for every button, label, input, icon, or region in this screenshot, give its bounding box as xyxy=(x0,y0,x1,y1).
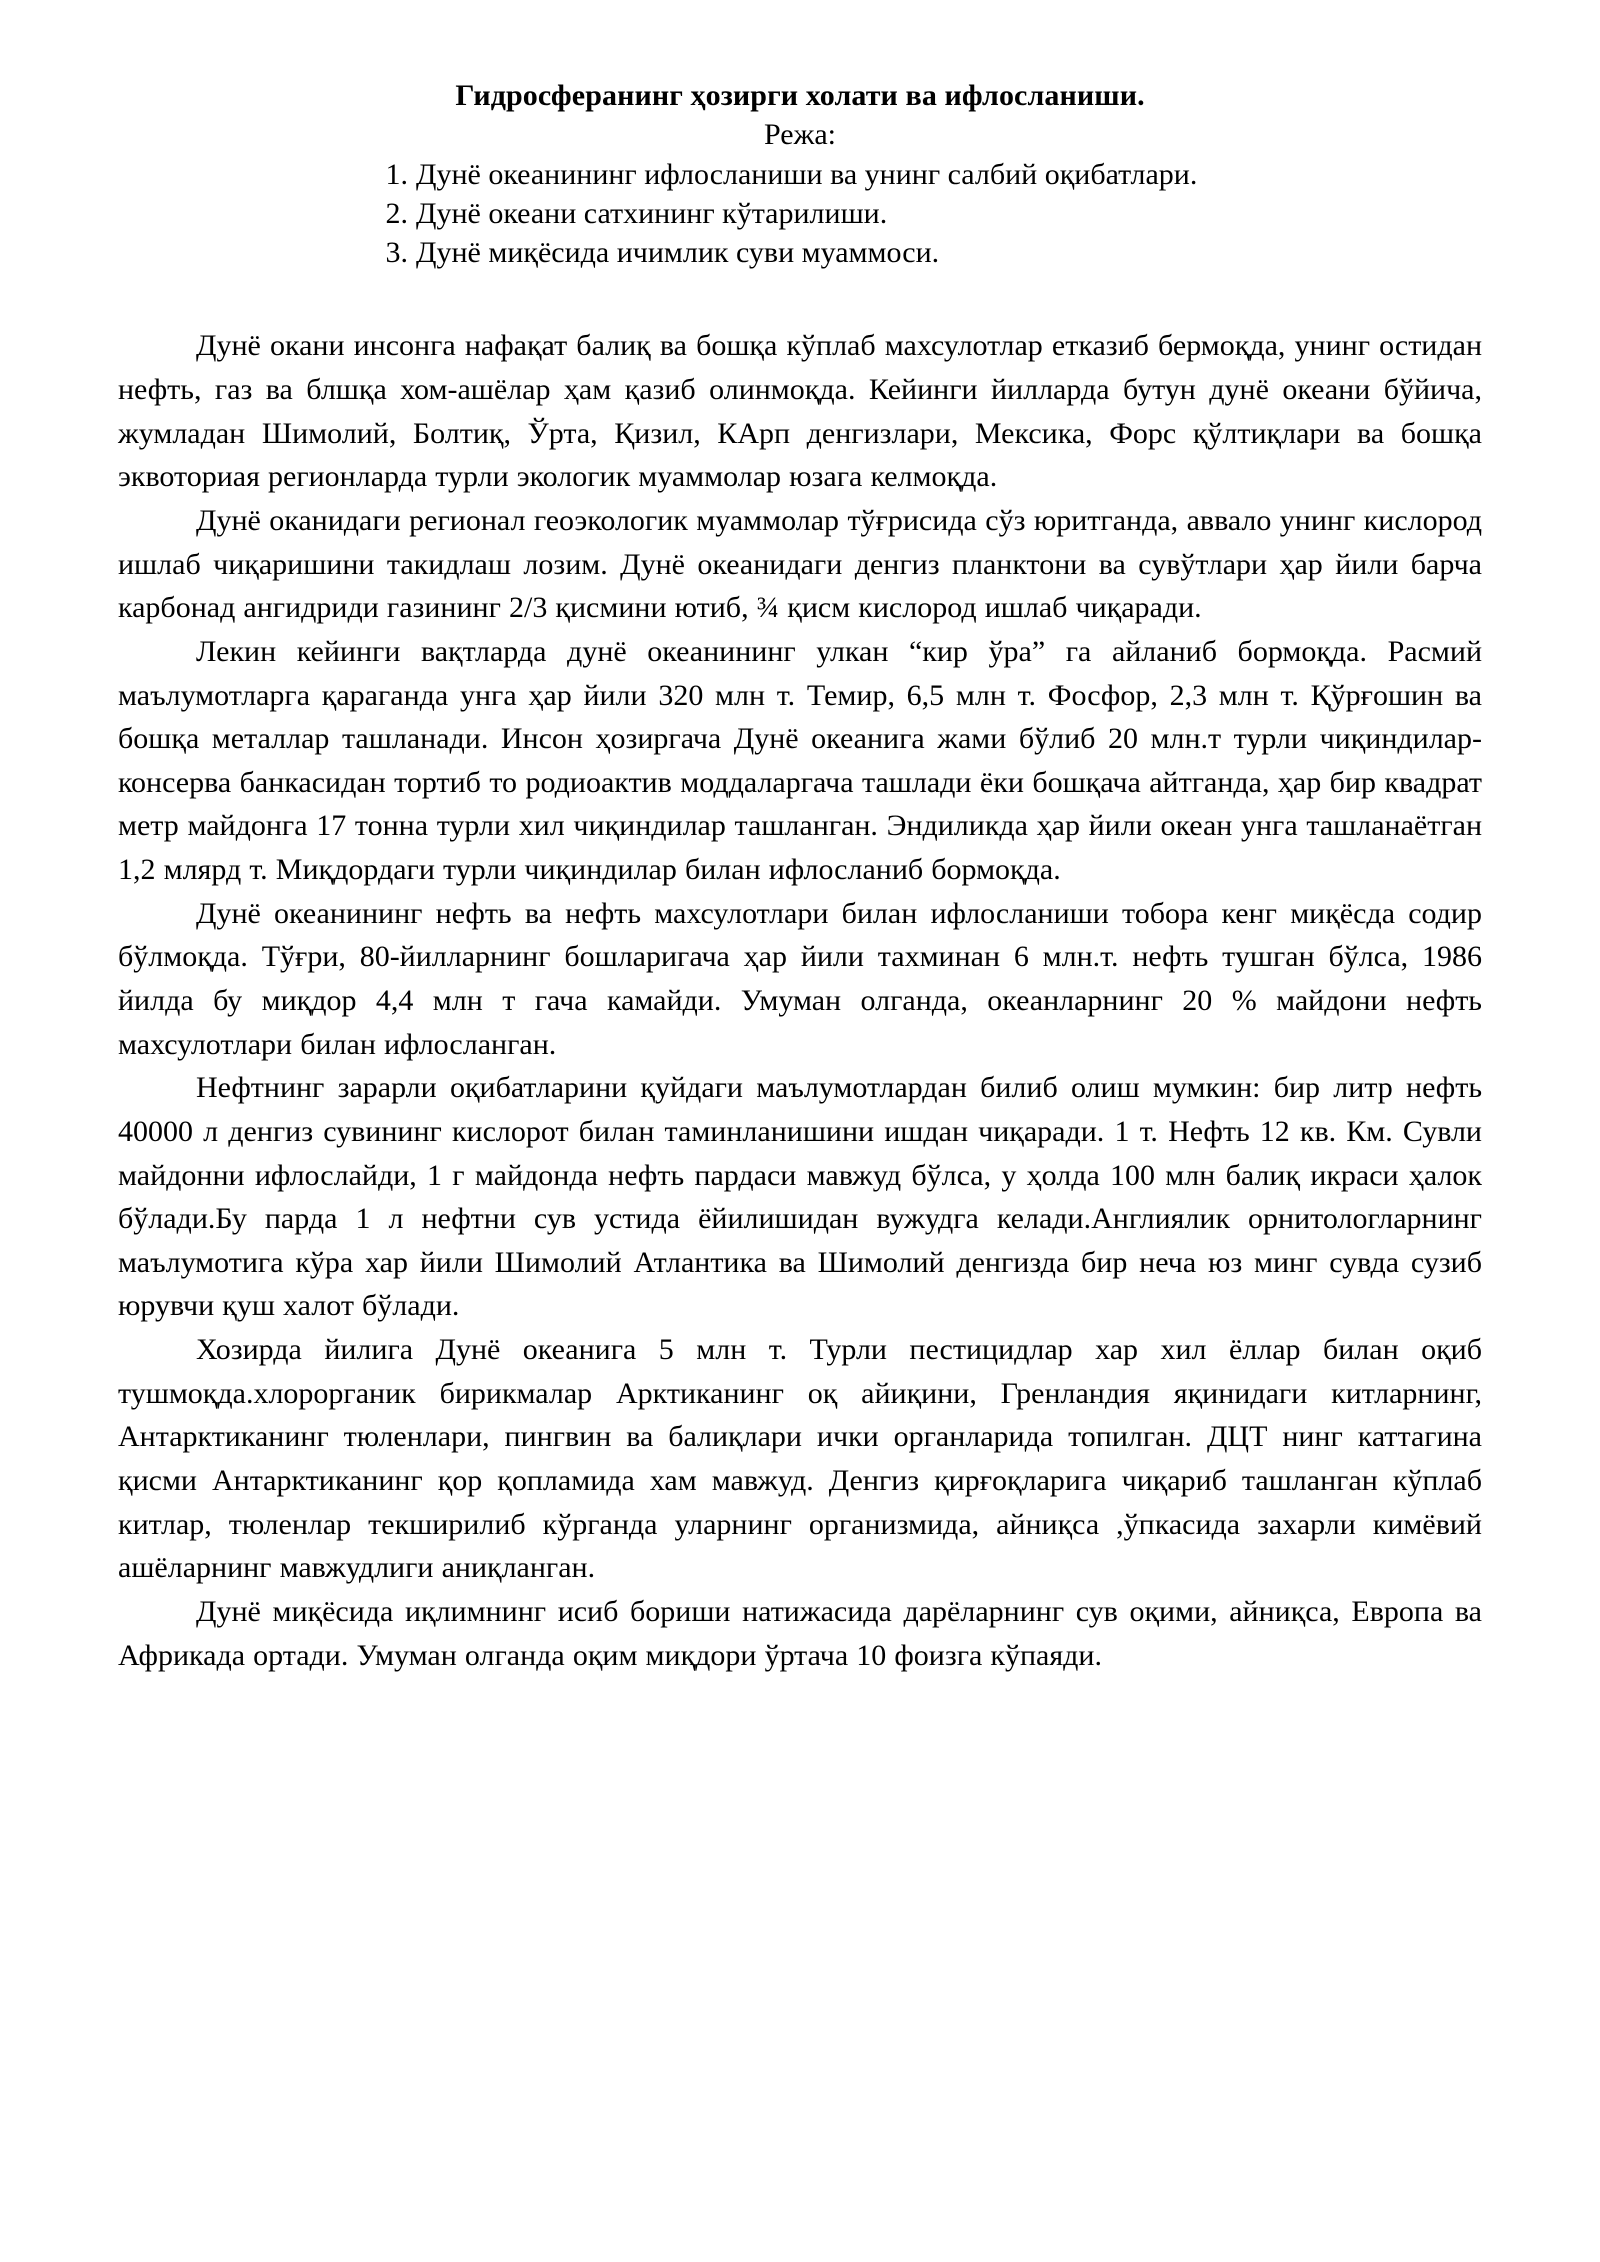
plan-label: Режа: xyxy=(764,118,836,152)
plan-item-text: Дунё океанининг ифлосланиши ва унинг салбий оқибатлари. xyxy=(416,158,1198,192)
plan-list xyxy=(118,155,1482,272)
body-paragraph: Хозирда йилига Дунё океанига 5 млн т. Турли пестицидлар хар хил ёллар билан оқиб тушмоқда.хлорорганик бирикмалар Арктиканинг оқ айиқини, Гренландия яқинидаги китларнинг, Антарктиканинг тюленлари, пингвин ва балиқлари ички органларида топилган. ДЦТ нинг каттагина қисми Антарктиканинг қор қопламида хам мавжуд. Денгиз қирғоқларига чиқариб ташланган кўплаб китлар, тюленлар текширилиб кўрганда уларнинг организмида, айниқса ,ўпкасида захарли кимёвий ашёларнинг мавжудлиги аниқланган. xyxy=(118,1333,1482,1585)
list-item xyxy=(118,233,1482,272)
body-paragraph: Дунё оканидаги регионал геоэкологик муаммолар тўғрисида сўз юритганда, аввало унинг кислород ишлаб чиқаришини такидлаш лозим. Дунё океанидаги денгиз планктони ва сувўтлари ҳар йили барча карбонад ангидриди газининг 2/3 қисмини ютиб, ¾ қисм кислород ишлаб чиқаради. xyxy=(118,503,1482,625)
body-paragraph: Дунё окани инсонга нафақат балиқ ва бошқа кўплаб махсулотлар етказиб бермоқда, унинг остидан нефть, газ ва блшқа хом-ашёлар ҳам қазиб олинмоқда. Кейинги йилларда бутун дунё океани бўйича, жумладан Шимолий, Болтиқ, Ўрта, Қизил, КАрп денгизлари, Мексика, Форс қўлтиқлари ва бошқа эквоториая регионларда турли экологик муаммолар юзага келмоқда. xyxy=(118,329,1482,494)
document-body xyxy=(118,324,1482,1677)
body-paragraph: Дунё океанининг нефть ва нефть махсулотлари билан ифлосланиши тобора кенг миқёсда содир бўлмоқда. Тўғри, 80-йилларнинг бошларигача ҳар йили тахминан 6 млн.т. нефть тушган бўлса, 1986 йилда бу миқдор 4,4 млн т гача камайди. Умуман олганда, океанларнинг 20 % майдони нефть махсулотлари билан ифлосланган. xyxy=(118,896,1482,1061)
plan-item-text: Дунё океани сатхининг кўтарилиши. xyxy=(416,197,888,231)
plan-item-text: Дунё миқёсида ичимлик суви муаммоси. xyxy=(416,236,940,270)
body-paragraph: Дунё миқёсида иқлимнинг исиб бориши натижасида дарёларнинг сув оқими, айниқса, Европа ва Африкада ортади. Умуман олганда оқим миқдори ўртача 10 фоизга кўпаяди. xyxy=(118,1594,1482,1672)
list-item xyxy=(118,155,1482,194)
body-paragraph: Лекин кейинги вақтларда дунё океанининг улкан “кир ўра” га айланиб бормоқда. Расмий маълумотларга қараганда унга ҳар йили 320 млн т. Темир, 6,5 млн т. Фосфор, 2,3 млн т. Қўрғошин ва бошқа металлар ташланади. Инсон ҳозиргача Дунё океанига жами бўлиб 20 млн.т турли чиқиндилар- консерва банкасидан тортиб то родиоактив моддаларгача ташлади ёки бошқача айтганда, ҳар бир квадрат метр майдонга 17 тонна турли хил чиқиндилар ташланган. Эндиликда ҳар йили океан унга ташланаётган 1,2 млярд т. Миқдордаги турли чиқиндилар билан ифлосланиб бормоқда. xyxy=(118,634,1482,887)
page-title: Гидросферанинг ҳозирги холати ва ифлосланиши. xyxy=(455,79,1145,112)
body-paragraph: Нефтнинг зарарли оқибатларини қуйдаги маълумотлардан билиб олиш мумкин: бир литр нефть 40000 л денгиз сувининг кислорот билан таминланишини ишдан чиқаради. 1 т. Нефть 12 кв. Км. Сувли майдонни ифлослайди, 1 г майдонда нефть пардаси мавжуд бўлса, у ҳолда 100 млн балиқ икраси ҳалок бўлади.Бу парда 1 л нефтни сув устида ёйилишидан вужудга келади.Англиялик орнитологларнинг маълумотига кўра хар йили Шимолий Атлантика ва Шимолий денгизда бир неча юз минг сувда сузиб юрувчи қуш халот бўлади. xyxy=(118,1071,1482,1323)
list-item xyxy=(118,194,1482,233)
